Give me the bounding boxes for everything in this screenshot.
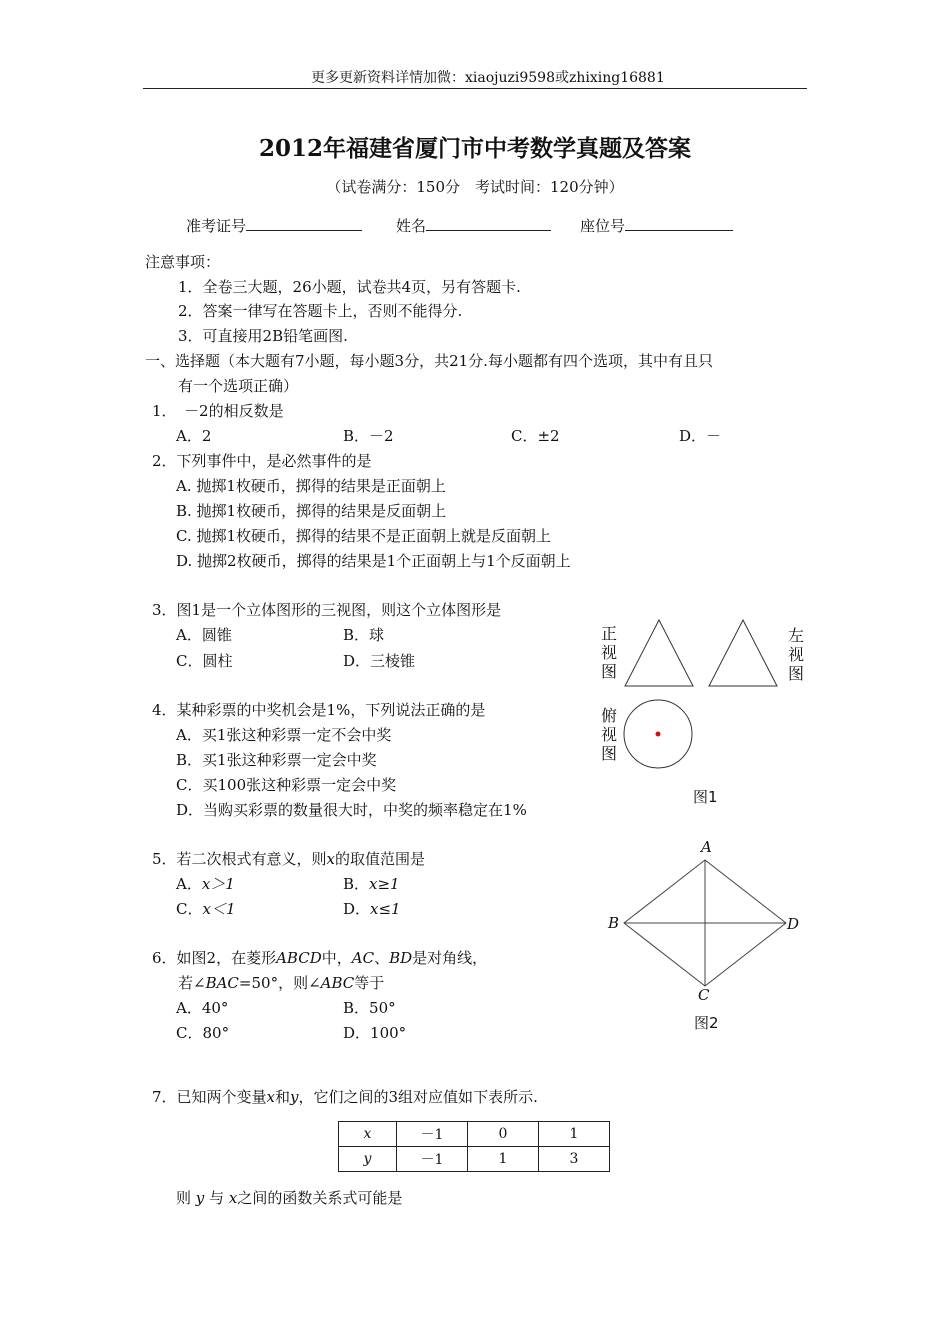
table-cell: 1 <box>468 1147 539 1172</box>
q2-stem: 2．下列事件中，是必然事件的是 <box>152 452 372 470</box>
q6-option-b: B．50° <box>343 999 396 1017</box>
notes-heading: 注意事项： <box>145 253 221 271</box>
q4-option-a: A．买1张这种彩票一定不会中奖 <box>176 726 392 744</box>
table-cell: y <box>339 1147 397 1172</box>
name-label: 姓名 <box>396 217 427 235</box>
header-rule <box>143 88 807 89</box>
vertex-b-label: B <box>608 914 620 932</box>
xy-value-table <box>338 1121 610 1172</box>
vertex-d-label: D <box>787 915 800 933</box>
name-blank <box>426 214 551 231</box>
q2-option-a: A. 抛掷1枚硬币，掷得的结果是正面朝上 <box>176 477 446 495</box>
note-item: 2．答案一律写在答题卡上，否则不能得分. <box>178 302 463 320</box>
note-item: 1．全卷三大题，26小题，试卷共4页，另有答题卡. <box>178 278 521 296</box>
figure2-caption: 图2 <box>694 1014 719 1032</box>
q5-stem: 5．若二次根式有意义，则x的取值范围是 <box>152 850 426 868</box>
q3-option-a: A．圆锥 <box>176 626 232 644</box>
q1-option-d: D．－ <box>679 427 722 445</box>
q2-option-c: C. 抛掷1枚硬币，掷得的结果不是正面朝上就是反面朝上 <box>176 527 552 545</box>
figure1-caption: 图1 <box>693 788 718 806</box>
q5-option-c: C．x＜1 <box>176 900 236 918</box>
q1-stem: 1． －2的相反数是 <box>152 402 284 420</box>
exam-no-label: 准考证号 <box>186 217 247 235</box>
table-row <box>339 1122 610 1147</box>
q1-option-a: A．2 <box>176 427 212 445</box>
exam-no-blank <box>246 214 362 231</box>
q2-option-b: B. 抛掷1枚硬币，掷得的结果是反面朝上 <box>176 502 447 520</box>
left-view-triangle <box>709 620 777 686</box>
q7-tail: 则 y 与 x之间的函数关系式可能是 <box>176 1189 403 1207</box>
q4-stem: 4．某种彩票的中奖机会是1%，下列说法正确的是 <box>152 701 486 719</box>
q2-option-d: D. 抛掷2枚硬币，掷得的结果是1个正面朝上与1个反面朝上 <box>176 552 571 570</box>
seat-field <box>580 214 733 236</box>
q4-option-c: C．买100张这种彩票一定会中奖 <box>176 776 397 794</box>
section1-line1: 一、选择题（本大题有7小题，每小题3分，共21分.每小题都有四个选项，其中有且只 <box>145 352 713 370</box>
q5-option-a: A．x＞1 <box>176 875 235 893</box>
q5-option-b: B．x≥1 <box>343 875 400 893</box>
q1-option-c: C．±2 <box>511 427 560 445</box>
table-cell: 0 <box>468 1122 539 1147</box>
q7-stem: 7．已知两个变量x和y，它们之间的3组对应值如下表所示. <box>152 1088 538 1106</box>
left-view-label: 左 视 图 <box>788 626 805 683</box>
table-cell: x <box>339 1122 397 1147</box>
header-note: 更多更新资料详情加微：xiaojuzi9598或zhixing16881 <box>311 70 665 86</box>
note-item: 3．可直接用2B铅笔画图. <box>178 327 348 345</box>
seat-blank <box>625 214 733 231</box>
q3-option-b: B．球 <box>343 626 385 644</box>
top-view-center-dot <box>656 732 661 737</box>
exam-no-field <box>186 214 362 236</box>
q6-option-c: C．80° <box>176 1024 230 1042</box>
q3-option-d: D．三棱锥 <box>343 652 416 670</box>
q4-option-b: B．买1张这种彩票一定会中奖 <box>176 751 377 769</box>
q3-option-c: C．圆柱 <box>176 652 233 670</box>
name-field <box>396 214 551 236</box>
q4-option-d: D．当购买彩票的数量很大时，中奖的频率稳定在1% <box>176 801 527 819</box>
q6-option-d: D．100° <box>343 1024 407 1042</box>
section1-line2: 有一个选项正确） <box>178 377 299 395</box>
q6-stem-line2: 若∠BAC=50°，则∠ABC等于 <box>178 974 385 992</box>
q3-stem: 3．图1是一个立体图形的三视图，则这个立体图形是 <box>152 601 502 619</box>
q6-option-a: A．40° <box>176 999 229 1017</box>
seat-label: 座位号 <box>580 217 626 235</box>
table-cell: 3 <box>539 1147 610 1172</box>
page-title: 2012年福建省厦门市中考数学真题及答案 <box>258 135 691 162</box>
vertex-a-label: A <box>701 838 712 856</box>
table-cell: －1 <box>397 1147 468 1172</box>
figure1-three-views <box>615 612 795 772</box>
q6-stem-line1: 6．如图2，在菱形ABCD中，AC、BD是对角线， <box>152 949 488 967</box>
q1-option-b: B．－2 <box>343 427 394 445</box>
table-cell: 1 <box>539 1122 610 1147</box>
vertex-c-label: C <box>698 986 710 1004</box>
front-view-triangle <box>625 620 693 686</box>
front-view-label: 正 视 图 <box>601 624 618 681</box>
table-cell: －1 <box>397 1122 468 1147</box>
table-row <box>339 1147 610 1172</box>
q5-option-d: D．x≤1 <box>343 900 401 918</box>
subtitle: （试卷满分：150分 考试时间：120分钟） <box>326 178 624 196</box>
top-view-label: 俯 视 图 <box>601 706 618 763</box>
